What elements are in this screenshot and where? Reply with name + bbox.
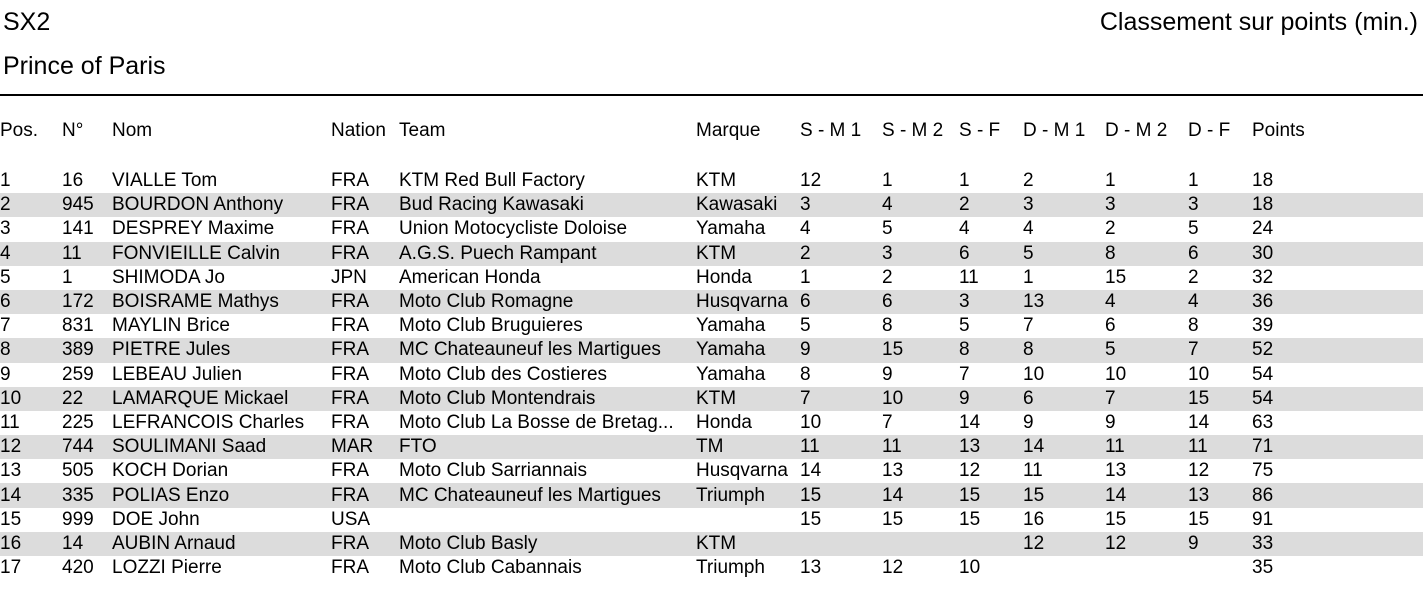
table-row	[0, 435, 1423, 459]
col-name-header: Nom	[112, 119, 153, 141]
table-row	[0, 532, 1423, 556]
col-brand-cell: KTM	[696, 532, 800, 556]
col-dm2-cell: 5	[1105, 338, 1188, 362]
col-nation-cell: FRA	[331, 411, 369, 433]
col-sf-header: S - F	[959, 119, 1001, 141]
col-sf-cell: 10	[959, 557, 981, 579]
col-name-cell: PIETRE Jules	[112, 338, 331, 362]
col-team-cell: Union Motocycliste Doloise	[399, 218, 628, 240]
col-points-cell: 52	[1252, 338, 1423, 362]
col-number-cell: 335	[62, 483, 112, 507]
col-pos-cell: 15	[0, 508, 22, 530]
col-name-cell: VIALLE Tom	[112, 170, 218, 192]
col-points-cell: 63	[1252, 411, 1274, 433]
col-brand-cell: KTM	[696, 242, 800, 266]
col-number-cell: 945	[62, 193, 112, 217]
table-row	[0, 387, 1423, 411]
table-row	[0, 556, 1423, 580]
col-sf-cell: 15	[959, 508, 981, 530]
col-points-cell: 86	[1252, 483, 1423, 507]
col-points-header: Points	[1252, 119, 1305, 141]
col-df-cell: 12	[1188, 460, 1210, 482]
col-sf-cell: 13	[959, 435, 1023, 459]
table-row	[0, 363, 1423, 387]
col-df-cell: 15	[1188, 508, 1210, 530]
col-df-cell: 4	[1188, 290, 1252, 314]
col-points-cell: 39	[1252, 315, 1274, 337]
col-pos-cell: 14	[0, 483, 62, 507]
col-name-cell: POLIAS Enzo	[112, 483, 331, 507]
col-points-cell: 36	[1252, 290, 1423, 314]
col-dm2-cell: 8	[1105, 242, 1188, 266]
col-dm2-cell: 15	[1105, 508, 1127, 530]
col-name-cell: BOURDON Anthony	[112, 193, 331, 217]
col-name-cell: DESPREY Maxime	[112, 218, 275, 240]
col-sm2-cell: 3	[882, 242, 959, 266]
col-brand-cell: Yamaha	[696, 218, 766, 240]
col-pos-cell: 1	[0, 170, 11, 192]
col-dm1-cell: 15	[1023, 483, 1105, 507]
col-sm2-cell: 15	[882, 508, 904, 530]
col-sm2-cell: 10	[882, 387, 959, 411]
col-dm2-header: D - M 2	[1105, 119, 1168, 141]
table-row	[0, 217, 1423, 241]
col-brand-cell: Yamaha	[696, 338, 800, 362]
col-team-cell: Moto Club Romagne	[399, 290, 696, 314]
col-df-cell	[1188, 556, 1252, 580]
col-sf-cell: 8	[959, 338, 1023, 362]
col-dm2-cell: 13	[1105, 460, 1127, 482]
col-points-cell: 18	[1252, 193, 1423, 217]
col-pos-cell: 10	[0, 387, 62, 411]
col-name-cell: BOISRAME Mathys	[112, 290, 331, 314]
col-team-cell: FTO	[399, 435, 696, 459]
col-dm2-cell: 4	[1105, 290, 1188, 314]
spacer-row	[0, 143, 1423, 169]
col-df-cell: 14	[1188, 411, 1210, 433]
col-pos-cell: 16	[0, 532, 62, 556]
col-nation-cell: JPN	[331, 266, 367, 288]
col-sm1-cell: 14	[800, 460, 822, 482]
table-row	[0, 193, 1423, 217]
col-df-cell: 11	[1188, 435, 1252, 459]
results-table	[0, 118, 1423, 580]
header-divider	[0, 94, 1423, 96]
ranking-type-title: Classement sur points (min.)	[1099, 8, 1418, 36]
col-team-cell: American Honda	[399, 266, 541, 288]
col-team-cell: Moto Club des Costieres	[399, 363, 608, 385]
table-row	[0, 338, 1423, 362]
col-df-cell: 8	[1188, 315, 1199, 337]
col-sm2-cell: 13	[882, 460, 904, 482]
col-df-cell: 7	[1188, 338, 1252, 362]
col-df-cell: 10	[1188, 363, 1210, 385]
col-dm1-cell: 9	[1023, 411, 1034, 433]
col-sm1-cell: 4	[800, 218, 811, 240]
col-points-cell: 30	[1252, 242, 1423, 266]
col-sm2-cell: 4	[882, 193, 959, 217]
col-sm2-cell: 12	[882, 557, 904, 579]
col-nation-cell: FRA	[331, 532, 399, 556]
col-brand-cell: Husqvarna	[696, 460, 788, 482]
col-name-cell: SHIMODA Jo	[112, 266, 225, 288]
col-sm1-cell: 6	[800, 290, 882, 314]
event-title: Prince of Paris	[3, 52, 166, 80]
col-dm1-header: D - M 1	[1023, 119, 1086, 141]
col-team-cell: Moto Club Basly	[399, 532, 696, 556]
col-points-cell: 91	[1252, 508, 1274, 530]
col-sm1-cell: 7	[800, 387, 882, 411]
col-nation-cell: FRA	[331, 460, 369, 482]
col-number-cell: 831	[62, 315, 94, 337]
col-dm2-cell: 6	[1105, 315, 1116, 337]
col-pos-cell: 6	[0, 290, 62, 314]
col-dm1-cell: 8	[1023, 338, 1105, 362]
col-df-cell: 2	[1188, 266, 1199, 288]
col-sm1-cell: 10	[800, 411, 822, 433]
col-name-cell: FONVIEILLE Calvin	[112, 242, 331, 266]
col-team-cell: Moto Club Bruguieres	[399, 315, 583, 337]
col-brand-cell	[696, 508, 800, 532]
col-sf-cell: 11	[959, 266, 979, 288]
table-row	[0, 169, 1423, 193]
col-team-cell: A.G.S. Puech Rampant	[399, 242, 696, 266]
col-points-cell: 24	[1252, 218, 1274, 240]
col-sm2-cell	[882, 532, 959, 556]
col-sm2-header: S - M 2	[882, 119, 944, 141]
col-brand-cell: Yamaha	[696, 315, 766, 337]
col-sm2-cell: 9	[882, 363, 893, 385]
col-sm2-cell: 8	[882, 315, 893, 337]
col-pos-cell: 11	[0, 411, 20, 433]
col-dm2-cell: 2	[1105, 218, 1116, 240]
col-nation-cell: FRA	[331, 557, 369, 579]
col-dm2-cell: 15	[1105, 266, 1127, 288]
col-team-cell: KTM Red Bull Factory	[399, 170, 585, 192]
col-team-cell: MC Chateauneuf les Martigues	[399, 338, 696, 362]
col-points-cell: 35	[1252, 557, 1274, 579]
col-dm1-cell: 5	[1023, 242, 1105, 266]
table-row	[0, 242, 1423, 266]
col-dm1-cell: 4	[1023, 218, 1034, 240]
col-dm1-cell	[1023, 556, 1105, 580]
col-dm1-cell: 2	[1023, 170, 1034, 192]
col-nation-cell: FRA	[331, 290, 399, 314]
col-nation-cell: FRA	[331, 242, 399, 266]
table-row	[0, 411, 1423, 435]
col-sm2-cell: 14	[882, 483, 959, 507]
col-dm1-cell: 12	[1023, 532, 1105, 556]
col-sf-cell: 9	[959, 387, 1023, 411]
col-team-cell: Moto Club Cabannais	[399, 557, 582, 579]
col-sf-cell: 6	[959, 242, 1023, 266]
col-sf-cell: 5	[959, 315, 970, 337]
col-dm1-cell: 6	[1023, 387, 1105, 411]
col-nation-cell: FRA	[331, 387, 399, 411]
col-nation-cell: FRA	[331, 193, 399, 217]
col-dm1-cell: 13	[1023, 290, 1105, 314]
col-pos-cell: 4	[0, 242, 62, 266]
col-sf-cell	[959, 532, 1023, 556]
col-dm2-cell: 12	[1105, 532, 1188, 556]
col-sm1-cell: 3	[800, 193, 882, 217]
col-points-cell: 54	[1252, 387, 1423, 411]
col-team-cell: Bud Racing Kawasaki	[399, 193, 696, 217]
col-name-cell: LEBEAU Julien	[112, 363, 242, 385]
col-df-cell: 1	[1188, 170, 1199, 192]
col-dm2-cell: 14	[1105, 483, 1188, 507]
col-name-cell: LOZZI Pierre	[112, 557, 222, 579]
col-name-cell: DOE John	[112, 508, 200, 530]
table-row	[0, 290, 1423, 314]
col-team-header: Team	[399, 119, 446, 141]
col-sm1-cell: 8	[800, 363, 811, 385]
col-nation-cell: USA	[331, 508, 371, 530]
col-brand-cell: Honda	[696, 266, 752, 288]
col-team-cell: Moto Club Montendrais	[399, 387, 696, 411]
col-number-cell: 389	[62, 338, 112, 362]
col-points-cell: 71	[1252, 435, 1423, 459]
col-sm1-cell: 2	[800, 242, 882, 266]
header-row	[0, 118, 1423, 143]
col-pos-cell: 13	[0, 460, 22, 482]
col-dm1-cell: 7	[1023, 315, 1034, 337]
col-df-cell: 15	[1188, 387, 1252, 411]
col-brand-cell: Yamaha	[696, 363, 766, 385]
col-brand-cell: Triumph	[696, 557, 765, 579]
col-sm1-cell: 12	[800, 170, 822, 192]
col-number-cell: 16	[62, 170, 84, 192]
col-team-cell: MC Chateauneuf les Martigues	[399, 483, 696, 507]
col-df-cell: 3	[1188, 193, 1252, 217]
col-brand-header: Marque	[696, 119, 761, 141]
col-number-cell: 172	[62, 290, 112, 314]
col-df-cell: 5	[1188, 218, 1199, 240]
col-pos-cell: 8	[0, 338, 62, 362]
col-nation-cell: FRA	[331, 315, 369, 337]
col-nation-header: Nation	[331, 119, 386, 141]
col-pos-cell: 17	[0, 557, 22, 579]
col-dm1-cell: 11	[1023, 460, 1043, 482]
col-team-cell	[399, 508, 696, 532]
col-pos-cell: 9	[0, 363, 11, 385]
col-sf-cell: 1	[959, 170, 970, 192]
col-dm2-cell: 7	[1105, 387, 1188, 411]
col-dm1-cell: 3	[1023, 193, 1105, 217]
col-number-cell: 999	[62, 508, 94, 530]
col-number-cell: 259	[62, 363, 94, 385]
col-points-cell: 32	[1252, 266, 1274, 288]
col-df-header: D - F	[1188, 119, 1231, 141]
table-row	[0, 266, 1423, 290]
col-number-cell: 1	[62, 266, 73, 288]
col-dm1-cell: 1	[1023, 266, 1034, 288]
col-sf-cell: 2	[959, 193, 1023, 217]
col-nation-cell: FRA	[331, 483, 399, 507]
category-title: SX2	[3, 8, 51, 36]
col-sm2-cell: 5	[882, 218, 893, 240]
col-number-cell: 141	[62, 218, 94, 240]
col-dm1-cell: 16	[1023, 508, 1045, 530]
col-pos-header: Pos.	[0, 119, 39, 141]
col-dm1-cell: 14	[1023, 435, 1105, 459]
col-dm2-cell: 11	[1105, 435, 1188, 459]
col-sm1-header: S - M 1	[800, 119, 862, 141]
col-number-cell: 744	[62, 435, 112, 459]
col-points-cell: 75	[1252, 460, 1274, 482]
col-df-cell: 9	[1188, 532, 1252, 556]
col-dm2-cell: 1	[1105, 170, 1116, 192]
col-name-cell: MAYLIN Brice	[112, 315, 230, 337]
col-points-cell: 33	[1252, 532, 1423, 556]
col-points-cell: 54	[1252, 363, 1274, 385]
col-sm2-cell: 7	[882, 411, 893, 433]
col-number-cell: 420	[62, 557, 94, 579]
col-brand-cell: TM	[696, 435, 800, 459]
col-nation-cell: FRA	[331, 338, 399, 362]
col-sf-cell: 3	[959, 290, 1023, 314]
col-sm1-cell: 5	[800, 315, 811, 337]
col-nation-cell: FRA	[331, 218, 369, 240]
col-sm1-cell: 11	[800, 435, 882, 459]
col-pos-cell: 7	[0, 315, 11, 337]
col-brand-cell: KTM	[696, 387, 800, 411]
col-sf-cell: 7	[959, 363, 970, 385]
col-sm2-cell: 6	[882, 290, 959, 314]
col-df-cell: 6	[1188, 242, 1252, 266]
col-sm1-cell: 13	[800, 557, 822, 579]
col-nation-cell: MAR	[331, 435, 399, 459]
col-brand-cell: Triumph	[696, 483, 800, 507]
col-brand-cell: Kawasaki	[696, 193, 800, 217]
table-row	[0, 508, 1423, 532]
col-points-cell: 18	[1252, 170, 1274, 192]
col-name-cell: LEFRANCOIS Charles	[112, 411, 305, 433]
col-team-cell: Moto Club La Bosse de Bretag...	[399, 411, 674, 433]
col-number-cell: 11	[62, 242, 112, 266]
col-pos-cell: 5	[0, 266, 11, 288]
col-name-cell: LAMARQUE Mickael	[112, 387, 331, 411]
col-sf-cell: 15	[959, 483, 1023, 507]
col-name-cell: SOULIMANI Saad	[112, 435, 331, 459]
col-dm2-cell: 3	[1105, 193, 1188, 217]
col-sf-cell: 4	[959, 218, 970, 240]
col-number-header: N°	[62, 119, 84, 141]
table-row	[0, 483, 1423, 507]
col-sm1-cell: 1	[800, 266, 811, 288]
col-pos-cell: 2	[0, 193, 62, 217]
table-row	[0, 459, 1423, 483]
col-nation-cell: FRA	[331, 170, 369, 192]
col-dm1-cell: 10	[1023, 363, 1045, 385]
col-brand-cell: Husqvarna	[696, 290, 800, 314]
table-row	[0, 314, 1423, 338]
col-number-cell: 505	[62, 460, 94, 482]
col-sf-cell: 12	[959, 460, 981, 482]
col-brand-cell: Honda	[696, 411, 752, 433]
col-sm1-cell: 15	[800, 483, 882, 507]
col-brand-cell: KTM	[696, 170, 737, 192]
col-name-cell: KOCH Dorian	[112, 460, 229, 482]
col-nation-cell: FRA	[331, 363, 369, 385]
col-pos-cell: 12	[0, 435, 62, 459]
col-dm2-cell: 9	[1105, 411, 1116, 433]
col-pos-cell: 3	[0, 218, 11, 240]
col-team-cell: Moto Club Sarriannais	[399, 460, 587, 482]
col-number-cell: 225	[62, 411, 94, 433]
col-sm2-cell: 15	[882, 338, 959, 362]
col-df-cell: 13	[1188, 483, 1252, 507]
col-sm1-cell: 9	[800, 338, 882, 362]
col-sm1-cell	[800, 532, 882, 556]
col-sm1-cell: 15	[800, 508, 822, 530]
col-number-cell: 22	[62, 387, 112, 411]
col-sm2-cell: 1	[882, 170, 893, 192]
col-number-cell: 14	[62, 532, 112, 556]
col-sf-cell: 14	[959, 411, 981, 433]
col-sm2-cell: 2	[882, 266, 893, 288]
col-sm2-cell: 11	[882, 435, 959, 459]
col-dm2-cell: 10	[1105, 363, 1127, 385]
col-dm2-cell	[1105, 556, 1188, 580]
col-name-cell: AUBIN Arnaud	[112, 532, 331, 556]
